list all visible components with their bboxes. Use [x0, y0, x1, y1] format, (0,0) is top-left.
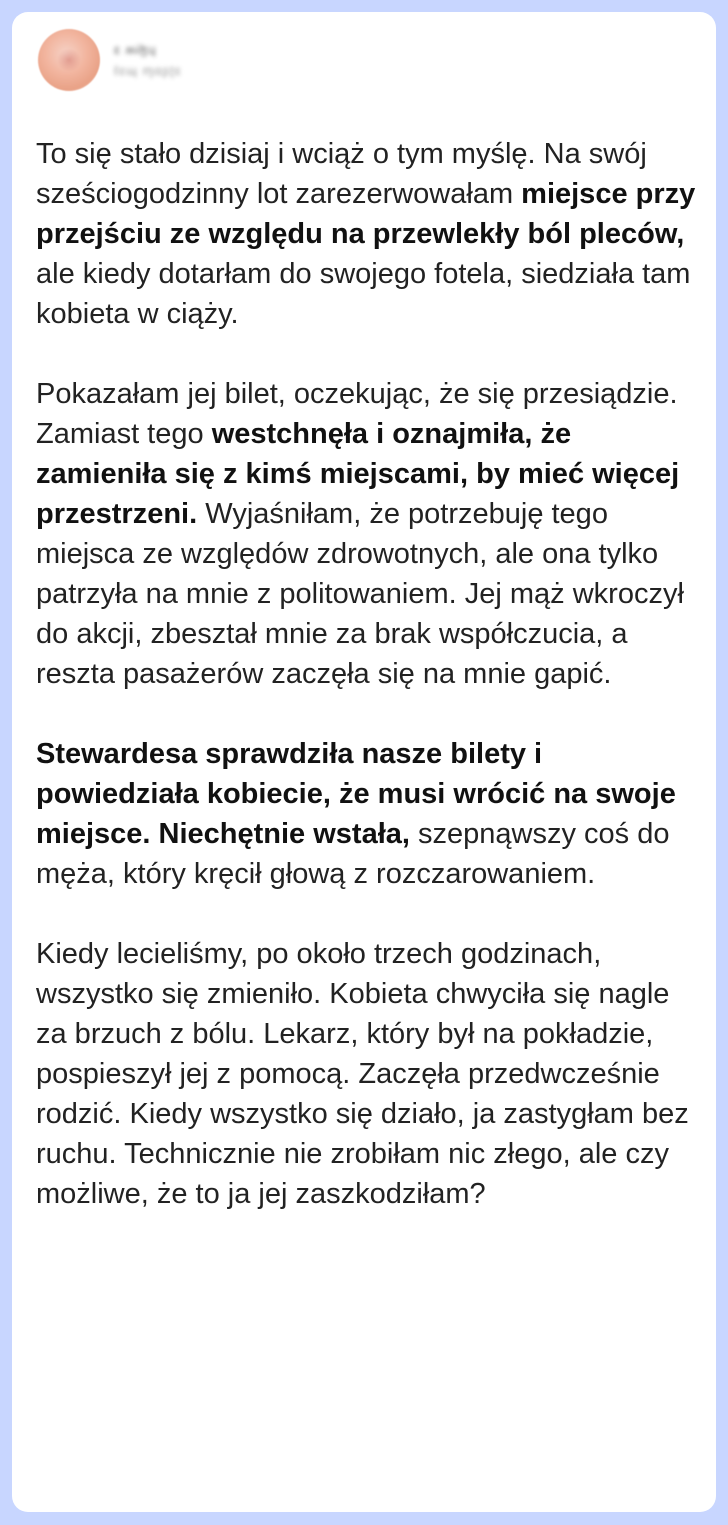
post-card — [12, 12, 716, 1512]
paragraph-2-bold: westchnęła i oznajmiła, że zamieniła się z kimś miejscami, by mieć więcej przestrzeni. — [36, 418, 680, 530]
author-name[interactable]: ɛ ʍɨɮɥ — [114, 42, 157, 57]
paragraph-1-text-1: To się stało dzisiaj i wciąż o tym myślę. Na swój sześciogodzinny lot zarezerwowałam — [36, 138, 647, 210]
paragraph-1-text-2: ale kiedy dotarłam do swojego fotela, siedziała tam kobieta w ciąży. — [36, 258, 691, 330]
paragraph-3-bold: Stewardesa sprawdziła nasze bilety i powiedziała kobiecie, że musi wrócić na swoje miejsce. Niechętnie wstała, — [36, 738, 676, 850]
post-body — [36, 134, 700, 1214]
paragraph-4-text-1: Kiedy lecieliśmy, po około trzech godzinach, wszystko się zmieniło. Kobieta chwyciła się nagle za brzuch z bólu. Lekarz, który był na pokładzie, pospieszył jej z pomocą. Zaczęła przedwcześnie rodzić. Kiedy wszystko się działo, ja zastygłam bez ruchu. Technicznie nie zrobiłam nic złego, ale czy możliwe, że to ja jej zaszkodziłam? — [36, 938, 689, 1210]
paragraph-3-text-1: szepnąwszy coś do męża, który kręcił głową z rozczarowaniem. — [36, 818, 670, 890]
user-meta — [114, 43, 182, 77]
paragraph-2-text-2: Wyjaśniłam, że potrzebuję tego miejsca ze względów zdrowotnych, ale ona tylko patrzyła na mnie z politowaniem. Jej mąż wkroczył do akcji, zbeształ mnie za brak współczucia, a reszta pasażerów zaczęła się na mnie gapić. — [36, 498, 684, 690]
author-handle: ℓɛɰ ɱɑʂʈɛ — [114, 63, 182, 78]
paragraph-1 — [36, 134, 700, 334]
paragraph-2-text-1: Pokazałam jej bilet, oczekując, że się przesiądzie. Zamiast tego — [36, 378, 678, 450]
avatar[interactable] — [38, 29, 100, 91]
paragraph-4 — [36, 934, 700, 1214]
paragraph-2 — [36, 374, 700, 694]
paragraph-3 — [36, 734, 700, 894]
paragraph-1-bold: miejsce przy przejściu ze względu na przewlekły ból pleców, — [36, 178, 696, 250]
post-header — [38, 28, 182, 92]
